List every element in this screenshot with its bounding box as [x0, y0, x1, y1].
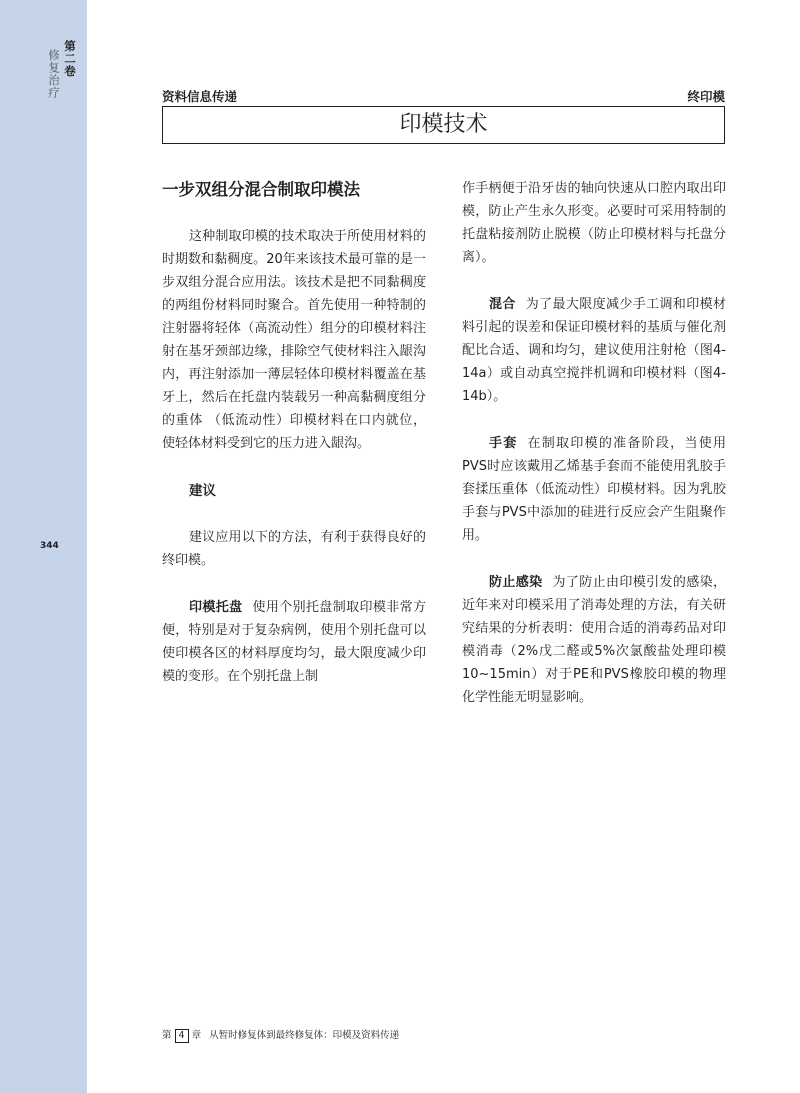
mixing-paragraph: [462, 293, 726, 408]
tray-paragraph: [162, 596, 426, 688]
subheading-recommendation: 建议: [189, 483, 216, 499]
gloves-term: 手套: [489, 436, 518, 451]
right-column: [462, 177, 726, 733]
running-header-left: 资料信息传递: [162, 89, 238, 104]
infection-paragraph: [462, 571, 726, 709]
left-column: [162, 177, 426, 712]
mixing-term: 混合: [489, 297, 516, 312]
volume-title: 修复治疗: [47, 49, 61, 99]
page-title: 印模技术: [162, 106, 725, 144]
section-heading: 一步双组分混合制取印模法: [162, 180, 360, 199]
footer-suffix: 章: [191, 1030, 202, 1041]
footer-chapter-number: 4: [175, 1029, 189, 1043]
sidebar: [0, 0, 87, 1093]
footer-chapter-title: 从暂时修复体到最终修复体：印模及资料传递: [209, 1030, 400, 1041]
volume-number: 第二卷: [63, 40, 77, 78]
recommendation-paragraph: 建议应用以下的方法，有利于获得良好的终印模。: [162, 530, 426, 568]
running-header-right: 终印模: [687, 89, 725, 104]
infection-text: 为了防止由印模引发的感染，近年来对印模采用了消毒处理的方法，有关研究结果的分析表明：使用合适的消毒药品对印模消毒（2%戊二醛或5%次氯酸盐处理印模10~15min）对于PE和PVS橡胶印模的物理化学性能无明显影响。: [462, 575, 726, 705]
page-number: 344: [40, 541, 59, 551]
continued-paragraph: 作手柄便于沿牙齿的轴向快速从口腔内取出印模，防止产生永久形变。必要时可采用特制的托盘粘接剂防止脱模（防止印模材料与托盘分离）。: [462, 181, 726, 265]
infection-term: 防止感染: [489, 575, 543, 590]
tray-text: 使用个别托盘制取印模非常方便，特别是对于复杂病例，使用个别托盘可以使印模各区的材料厚度均匀，最大限度减少印模的变形。在个别托盘上制: [162, 600, 426, 684]
tray-term: 印模托盘: [189, 600, 243, 615]
mixing-text: 为了最大限度减少手工调和印模材料引起的误差和保证印模材料的基质与催化剂配比合适、调和均匀，建议使用注射枪（图4-14a）或自动真空搅拌机调和印模材料（图4-14b）。: [462, 297, 726, 404]
volume-label: [47, 40, 78, 99]
intro-paragraph: 这种制取印模的技术取决于所使用材料的时期数和黏稠度。20年来该技术最可靠的是一步双组分混合应用法。该技术是把不同黏稠度的两组份材料同时聚合。首先使用一种特制的注射器将轻体（高流动性）组分的印模材料注射在基牙颈部边缘，排除空气使材料注入龈沟内，再注射添加一薄层轻体印模材料覆盖在基牙上，然后在托盘内装载另一种高黏稠度组分的重体 （低流动性）印模材料在口内就位，使轻体材料受到它的压力进入龈沟。: [162, 229, 426, 451]
gloves-text: 在制取印模的准备阶段，当使用PVS时应该戴用乙烯基手套而不能使用乳胶手套揉压重体（低流动性）印模材料。因为乳胶手套与PVS中添加的硅进行反应会产生阻聚作用。: [462, 436, 726, 543]
page-footer: [162, 1027, 399, 1043]
gloves-paragraph: [462, 432, 726, 547]
footer-prefix: 第: [162, 1030, 172, 1041]
running-header: [162, 87, 725, 103]
